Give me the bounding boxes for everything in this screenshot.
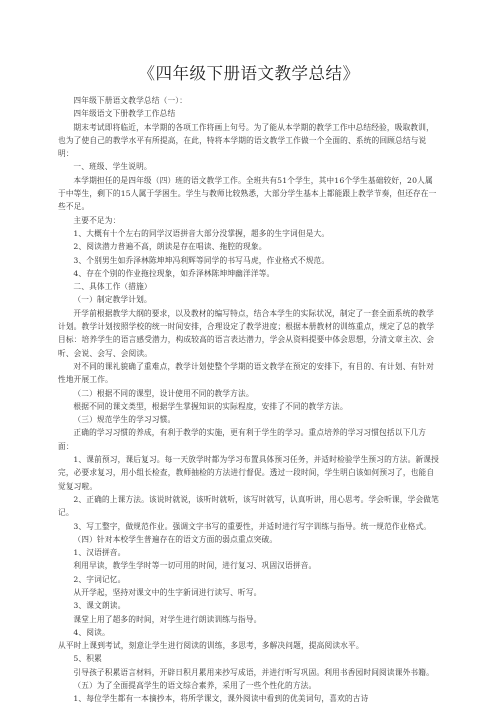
paragraph: 1、课前预习，课后复习。每一天放学时都为学习布置具体预习任务，并适时检验学生预习的方法。新课授完，必要求复习，用小组长检查，教师抽检的方法进行督促。透过一段时间，学生明白该如何预习了，也能自觉复习啦。 (58, 455, 439, 491)
paragraph: 一、班级、学生说明。 (73, 162, 152, 172)
paragraph: 3、写工整字，做规范作业。强调文字书写的重要性，并适时进行写字训练与指导。统一规范作业格式。 (73, 521, 432, 531)
paragraph: 主要不足为： (73, 215, 121, 225)
paragraph: 1、大概有十个左右的同学汉语拼音大部分没掌握，超多的生字词但是大。 (73, 228, 330, 238)
paragraph: 利用早读，教学生学时等一切可用的时间，进行复习、巩固汉语拼音。 (73, 561, 317, 571)
paragraph: 2、字词记忆。 (73, 574, 126, 584)
paragraph: 二、具体工作（措施） (73, 282, 152, 292)
paragraph: 课堂上用了超多的时间，对学生进行朗读训练与指导。 (73, 614, 262, 624)
paragraph: 开学前根据教学大纲的要求，以及教材的编写特点，结合本学生的实际状况，制定了一套全面系统的教学计划。教学计划按照学校的统一时间安排，合理设定了教学进度；根据本册教材的训练重点，规定了总的教学目标：培养学生的语言感受潜力，构成较高的语言表达潜力，学会从资料提要中体会思想，分清文章主次、会听、会说、会写、会阅读。 (58, 308, 435, 358)
paragraph: （三）规范学生的学习习惯。 (73, 415, 176, 425)
paragraph: 正确的学习习惯的养成，有利于教学的实施，更有利于学生的学习。重点培养的学习习惯包括以下几方面： (58, 428, 427, 451)
paragraph: 2、阅读潜力普遍不高，朗读是存在唱读、拖腔的现象。 (73, 242, 267, 252)
paragraph: 期末考试即将临近，本学期的各项工作将画上句号。为了能从本学期的教学工作中总结经验，吸取教训，也为了使自己的教学水平有所提高，在此，特将本学期的语文教学工作做一个全面的、系统的回顾总结与说明： (58, 122, 434, 159)
paragraph: 2、正确的上课方法。该说时就说，该听时就听，该写时就写，认真听讲，用心思考。学会听课，学会做笔记。 (58, 494, 439, 518)
paragraph: 4、阅读。 (73, 627, 110, 637)
paragraph: 5、积累 (73, 654, 102, 664)
paragraph: 从开学起，坚持对课文中的生字新词进行读写、听写。 (73, 587, 262, 597)
paragraph: 四年级下册语文教学总结（一）： (73, 96, 188, 105)
paragraph: （一）制定教学计划。 (73, 295, 152, 305)
paragraph: （五）为了全面提高学生的语文综合素养，采用了一些个性化的方法。 (73, 681, 317, 691)
paragraph: 四年级语文下册教学工作总结 (73, 109, 176, 119)
paragraph: （二）根据不同的课型，设计使用不同的教学方法。 (73, 388, 254, 398)
paragraph: 3、个别男生如乔泽林陈坤坤冯利辉等同学的书写马虎，作业格式不规范。 (73, 255, 330, 265)
paragraph: 3、课文朗读。 (73, 601, 126, 611)
paragraph: 4、存在个别的作业拖拉现象，如乔泽林陈坤坤幽洋洋等。 (73, 268, 275, 278)
paragraph: 引导孩子积累语言材料，开辟日积月累用来抄写成语，并进行听写巩固。利用书香园时间阅读课外书籍。 (73, 667, 434, 677)
paragraph: 1、汉语拼音。 (73, 548, 126, 558)
paragraph: 1、每位学生都有一本摘抄本，将所学课文，课外阅读中看到的优美词句，喜欢的古诗 (73, 694, 369, 704)
paragraph: 从平时上课到考试，刻意让学生进行阅读的训练，多思考，多解决问题，提高阅读水平。 (58, 641, 364, 651)
paragraph: 本学期担任的是四年级（四）班的语文教学工作。全班共有51个学生，其中16个学生基础较好，20人属于中等生，剩下的15人属于学困生。学生与教师比较熟悉，大部分学生基本上都能跟上教学节奏，但还存在一些不足。 (58, 175, 437, 212)
paragraph: 根据不同的课文类型，根据学生掌握知识的实际程度，安排了不同的教学方法。 (73, 401, 348, 411)
document-title: 《四年级下册语文教学总结》 (138, 64, 360, 83)
document-body (58, 94, 440, 706)
paragraph: 对不同的课礼貌确了重难点，教学计划使整个学期的语文教学在预定的安排下，有目的、有计划、有针对性地开展工作。 (58, 361, 434, 385)
paragraph: （四）针对本校学生普遍存在的语文方面的弱点重点突破。 (73, 534, 278, 544)
